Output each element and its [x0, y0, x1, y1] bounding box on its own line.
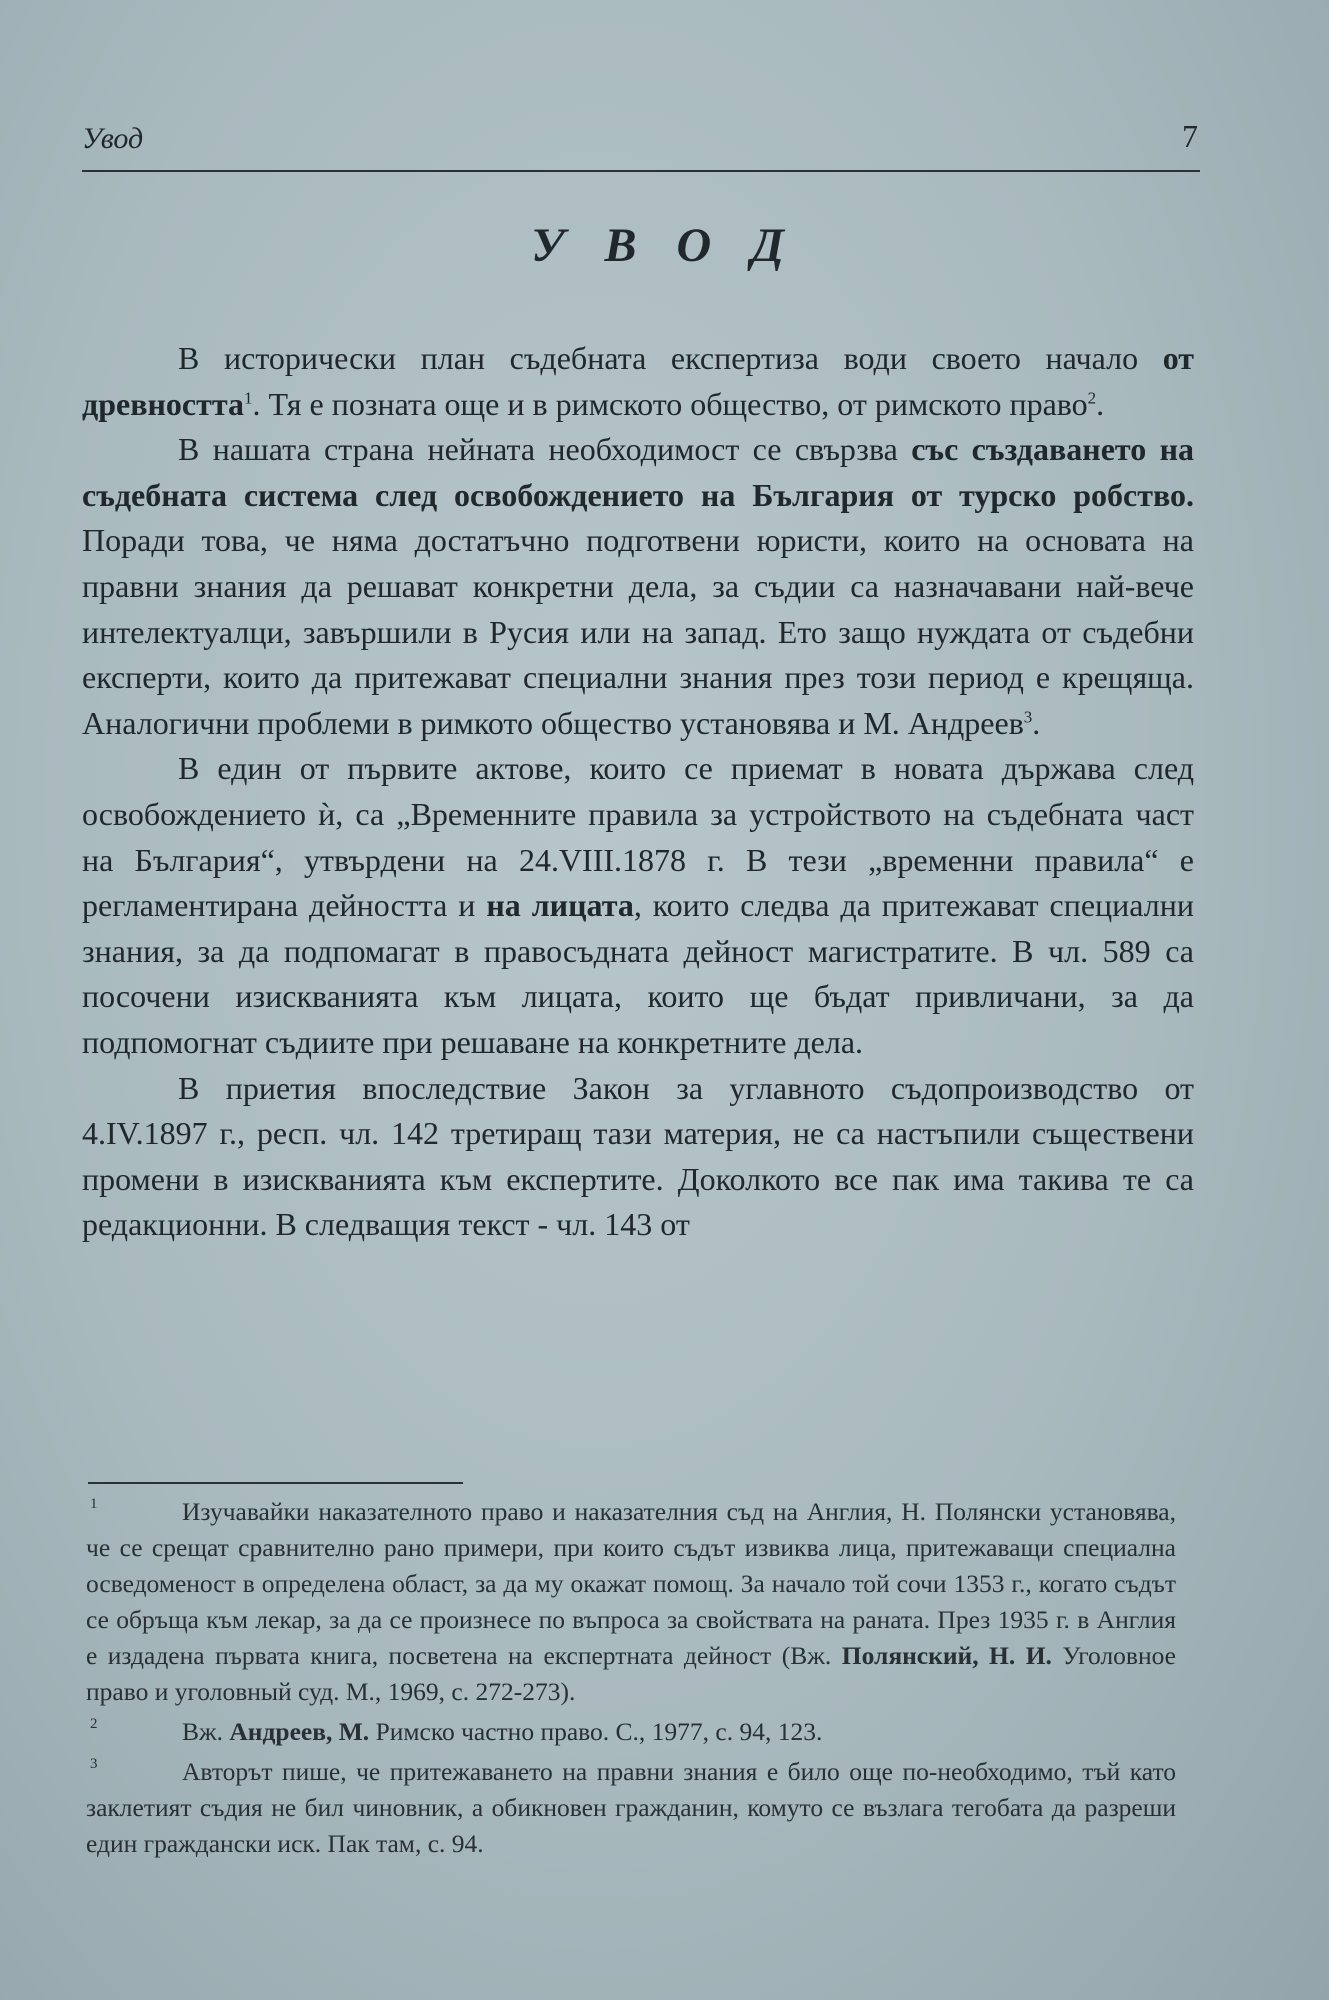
bold-span: Андреев, М. [229, 1717, 370, 1746]
bold-span: със създаването на съдебната система след освобождението на България от турско робство. [82, 431, 1194, 513]
footnote-text [86, 1714, 1176, 1750]
footnote-1 [86, 1494, 1176, 1710]
text-span: . Тя е позната още и в римското общество, от римското право [252, 385, 1088, 422]
bold-span: на лицата [486, 887, 634, 924]
footnote-separator [88, 1482, 463, 1484]
page-number: 7 [1182, 118, 1198, 154]
paragraph-4 [82, 1066, 1194, 1248]
running-header-section: Увод [82, 122, 144, 155]
text-span: В един от първите актове, които се приемат в новата държава след освобождението ѝ, са „Временните правила за устройството на съдебната част на България“, утвърдени на 24.VIII.1878 г. В тези „временни правила“ е регламентирана дейността и [82, 750, 1194, 924]
text-span: В приетия впоследствие Закон за углавното съдопроизводство от 4.IV.1897 г., респ. чл. 142 третиращ тази материя, не са настъпили съществени промени в изискванията към експертите. Доколкото все пак има такива те са редакционни. В следващия текст - чл. 143 от [82, 1069, 1194, 1243]
paragraph-2 [82, 427, 1194, 746]
chapter-title: У В О Д [531, 219, 798, 272]
footnote-2 [86, 1714, 1176, 1750]
body-text [82, 336, 1194, 1248]
text-span: . [1032, 704, 1041, 741]
text-span: Поради това, че няма достатъчно подготвени юристи, които на основата на правни знания да решават конкретни дела, за съдии са назначавани най-вече интелектуалци, завършили в Русия или на запад. Ето защо нуждата от съдебни експерти, които да притежават специални знания през този период е крещяща. Аналогични проблеми в римкото общество установява и М. Андреев [82, 522, 1194, 741]
footnote-ref-1: 1 [243, 387, 253, 407]
footnotes [86, 1494, 1176, 1866]
bold-span: от древността [82, 340, 1194, 422]
running-header [82, 118, 1200, 172]
text-span: Римско частно право. С., 1977, с. 94, 123. [369, 1717, 823, 1746]
footnote-mark: 3 [90, 1756, 98, 1772]
footnote-text [86, 1754, 1176, 1862]
footnote-ref-2: 2 [1087, 387, 1097, 407]
bold-span: Полянский, Н. И. [841, 1641, 1052, 1670]
footnote-ref-3: 3 [1023, 707, 1033, 727]
footnote-text [86, 1494, 1176, 1710]
text-span: , които следва да притежават специални знания, за да подпомагат в правосъдната дейност магистратите. В чл. 589 са посочени изискванията към лицата, които ще бъдат привличани, за да подпомогнат съдиите при решаване на конкретните дела. [82, 887, 1194, 1060]
text-span: . [1096, 385, 1105, 422]
text-span: Вж. [182, 1717, 230, 1746]
footnote-mark: 2 [90, 1716, 98, 1732]
footnote-3 [86, 1754, 1176, 1862]
text-span: Уголовное право и уголовный суд. М., 1969, с. 272-273). [86, 1641, 1176, 1706]
text-span: Авторът пише, че притежаването на правни знания е било още по-необходимо, тъй като заклетият съдия не бил чиновник, а обикновен гражданин, комуто се възлага тегобата да разреши един граждански иск. Пак там, с. 94. [86, 1757, 1176, 1858]
paragraph-3 [82, 746, 1194, 1065]
text-span: Изучавайки наказателното право и наказателния съд на Англия, Н. Полянски установява, че се срещат сравнително рано примери, при които съдът извиква лица, притежаващи специална осведоменост в определена област, за да му окажат помощ. За начало той сочи 1353 г., когато съдът се обръща към лекар, за да се произнесе по въпроса за свойствата на раната. През 1935 г. в Англия е издадена първата книга, посветена на експертната дейност (Вж. [86, 1497, 1176, 1670]
paragraph-1 [82, 336, 1194, 427]
footnote-mark: 1 [90, 1496, 98, 1512]
text-span: В нашата страна нейната необходимост се свързва [178, 431, 912, 468]
text-span: В исторически план съдебната експертиза води своето начало [178, 340, 1163, 376]
